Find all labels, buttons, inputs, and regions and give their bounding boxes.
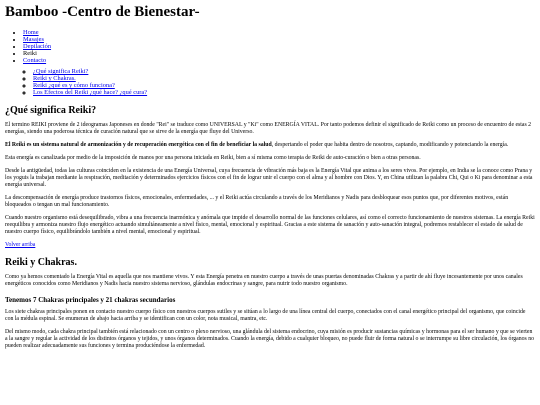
section-heading-que-significa: ¿Qué significa Reiki? [5,105,97,116]
paragraph: Del mismo modo, cada chakra principal también está relacionado con un centro o plexo nervioso, una glándula del sistema endocrino, cuya misión es producir sustancias químicas y hormonas para el ser humano y que se vierten a la sangre y regular la actividad de los distintos órganos y tejidos, y unos órganos determinados. Cuando la energía, debido a cualquier bloqueo, no puede fluir de forma natural o se interrumpe su libre circulación, los órganos no pueden realizar adecuadamente sus funciones y termina produciéndose la enfermedad. [5,329,535,349]
nav-link-contacto[interactable]: Contacto [23,57,47,64]
section-link-que-significa[interactable]: ¿Qué significa Reiki? [33,68,89,75]
paragraph: Desde la antigüedad, todas las culturas coinciden en la existencia de una Energía Universal, cuya frecuencia de vibración más baja es la Energía Vital que anima a los seres vivos. Por ejemplo, en India se la conoce como Prana y los yoguis la trabajan mediante la respiración, meditación y determinados ejercicios físicos con el fin de lograr unir el cuerpo con el alma y al hombre con Dios. Y, en China utilizan la palabra Chi, Qui o Ki para denominar a esta energía universal. [5,168,533,188]
paragraph: La descompensación de energía produce trastornos físicos, emocionales, enfermedades, ... y el Reiki actúa circulando a través de los Meridianos y Nadis para desbloquear esos puntos que, por diferentes motivos, están bloqueados o tengan un mal funcionamiento. [5,195,509,208]
site-title: Bamboo -Centro de Bienestar- [5,4,200,20]
paragraph: Cuando nuestro organismo está desequilibrado, vibra a una frecuencia inarmónica y anómala que impide el desarrollo normal de las funciones celulares, así como el correcto funcionamiento de nuestros sistemas. La energía Reiki reequilibra y armoniza nuestro flujo energético actuando simultáneamente a nivel físico, mental, emocional y espiritual. Gracias a este sistema de sanación y auto-sanación integral, podremos restablecer el estado de salud de nuestro cuerpo físico, equilibrándolo también a nivel mental, emocional y espiritual. [5,215,535,235]
nav-current-reiki: Reiki [23,50,37,57]
paragraph: Los siete chakras principales ponen en contacto nuestro cuerpo físico con nuestros cuerpos sutiles y se sitúan a lo largo de una línea central del cuerpo, conectados con el canal energético principal del organismo, que coincide con la médula espinal. Se enumeran de abajo hacia arriba y se identifican con un color, nota musical, mantra, etc. [5,309,526,322]
paragraph: Esta energía es canalizada por medio de la imposición de manos por una persona iniciada en Reiki, bien a sí misma como terapia de Reiki de auto-curación o bien a otras personas. [5,155,421,161]
section-link-efectos[interactable]: Los Efectos del Reiki ¿qué hace? ¿qué cura? [33,89,148,96]
paragraph: El termino REIKI proviene de 2 ideogramas Japoneses en donde "Rei" se traduce como UNIVERSAL y "Ki" como ENERGÍA VITAL. Por tanto podemos definir el significado de Reiki como un proceso de encuentro de estas 2 energías, siendo una poderosa técnica de curación natural que se sirve de la energía que fluye del Universo. [5,122,532,135]
section-link-chakras[interactable]: Reiki y Chakras. [33,75,76,82]
section-link-como-funciona[interactable]: Reiki ¿qué es y cómo funciona? [33,82,115,89]
nav-item-contacto [23,57,535,64]
section-nav-item [33,68,535,75]
back-to-top-link[interactable]: Volver arriba [5,242,36,248]
section-heading-chakras: Reiki y Chakras. [5,257,77,268]
nav-link-depilacion[interactable]: Depilación [23,43,52,50]
main-nav [5,29,535,64]
nav-item-reiki [23,50,535,57]
nav-item-home [23,29,535,36]
nav-link-home[interactable]: Home [23,29,39,36]
nav-item-depilacion [23,43,535,50]
paragraph [5,142,535,149]
paragraph-rest: , despertando el poder que habita dentro de nosotros, captando, modificando y potenciando la energía. [271,142,509,148]
nav-item-masajes [23,36,535,43]
section-nav-item [33,75,535,82]
section-nav-item [33,89,535,96]
bold-statement: El Reiki es un sistema natural de armonización y de recuperación energética con el fin de beneficiar la salud [5,142,272,148]
subheading-chakras: Tenemos 7 Chakras principales y 21 chakras secundarios [5,296,176,304]
section-nav [15,68,535,96]
nav-link-masajes[interactable]: Masajes [23,36,44,43]
section-nav-item [33,82,535,89]
paragraph: Como ya hemos comentado la Energía Vital es aquella que nos mantiene vivos. Y esta Energía penetra en nuestro cuerpo a través de unas puertas denominadas Chakras y a partir de ahí fluye incesantemente por unos canales energéticos conocidos como Meridianos y Nadis hacia nuestro sistema nervioso, glándulas endocrinas y sangre, para nutrir todo nuestro organismo. [5,274,523,287]
